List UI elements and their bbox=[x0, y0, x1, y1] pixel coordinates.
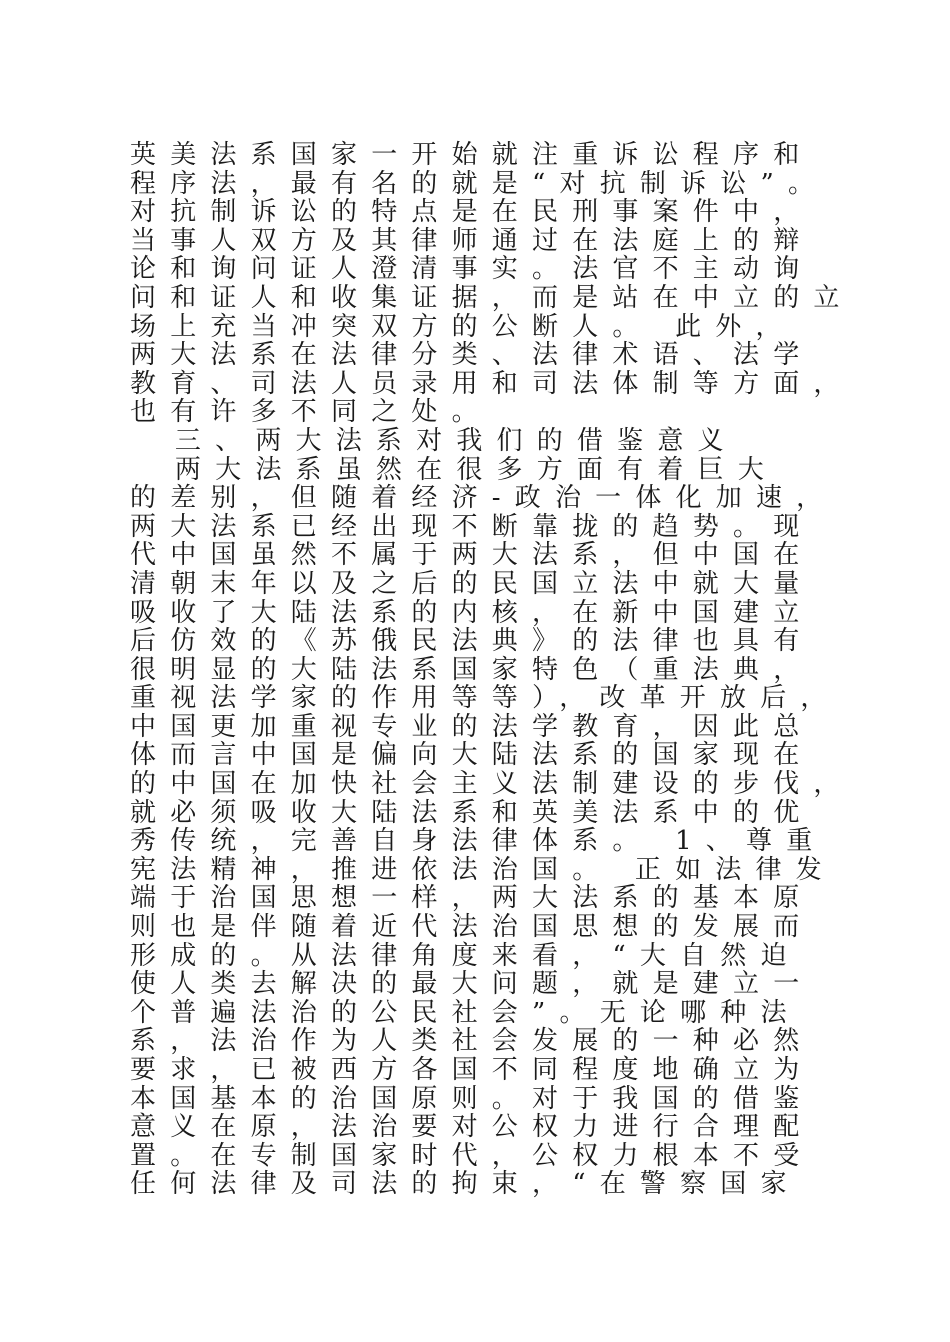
text-line: 清朝末年以及之后的民国立法中就大量 bbox=[130, 568, 814, 599]
text-line: 后仿效的《苏俄民法典》的法律也具有 bbox=[130, 626, 814, 657]
text-line: 宪法精神，推进依法治国。 正如法律发 bbox=[130, 854, 836, 885]
text-line: 中国更加重视专业的法学教育，因此总 bbox=[130, 711, 814, 742]
text-line: 代中国虽然不属于两大法系，但中国在 bbox=[130, 540, 814, 571]
text-line: 个普遍法治的公民社会”。无论哪种法 bbox=[130, 997, 801, 1028]
text-line: 场上充当冲突双方的公断人。 此外， bbox=[130, 311, 796, 342]
text-line: 则也是伴随着近代法治国思想的发展而 bbox=[130, 912, 814, 943]
text-line: 就必须吸收大陆法系和英美法系中的优 bbox=[130, 797, 814, 828]
text-line: 论和询问证人澄清事实。法官不主动询 bbox=[130, 254, 814, 285]
text-line: 问和证人和收集证据，而是站在中立的立 bbox=[130, 282, 854, 313]
text-line: 任何法律及司法的拘束，“在警察国家 bbox=[130, 1169, 801, 1200]
text-line: 两大法系在法律分类、法律术语、法学 bbox=[130, 340, 814, 371]
text-line: 端于治国思想一样，两大法系的基本原 bbox=[130, 883, 814, 914]
text-line: 很明显的大陆法系国家特色（重法典， bbox=[130, 654, 814, 685]
text-line: 体而言中国是偏向大陆法系的国家现在 bbox=[130, 740, 814, 771]
text-line: 本国基本的治国原则。对于我国的借鉴 bbox=[130, 1083, 814, 1114]
text-line: 的差别，但随着经济-政治一体化加速， bbox=[130, 483, 837, 514]
body-text bbox=[130, 140, 854, 1200]
text-line: 置。在专制国家时代，公权力根本不受 bbox=[130, 1140, 814, 1171]
text-line: 两大法系虽然在很多方面有着巨大 bbox=[130, 454, 778, 485]
text-line: 对抗制诉讼的特点是在民刑事案件中， bbox=[130, 197, 814, 228]
text-line: 意义在原，法治要对公权力进行合理配 bbox=[130, 1112, 814, 1143]
text-line: 两大法系已经出现不断靠拢的趋势。现 bbox=[130, 511, 814, 542]
text-line: 系，法治作为人类社会发展的一种必然 bbox=[130, 1026, 814, 1057]
text-line: 英美法系国家一开始就注重诉讼程序和 bbox=[130, 140, 814, 170]
text-line: 使人类去解决的最大问题，就是建立一 bbox=[130, 969, 814, 1000]
text-line: 程序法，最有名的就是“对抗制诉讼”。 bbox=[130, 168, 829, 199]
text-line: 也有许多不同之处。 bbox=[130, 397, 492, 428]
text-line: 要求，已被西方各国不同程度地确立为 bbox=[130, 1055, 814, 1085]
text-line: 重视法学家的作用等等），改革开放后， bbox=[130, 683, 841, 714]
text-line: 形成的。从法律角度来看，“大自然迫 bbox=[130, 940, 801, 971]
text-line: 的中国在加快社会主义法制建设的步伐， bbox=[130, 769, 854, 800]
text-line: 吸收了大陆法系的内核，在新中国建立 bbox=[130, 597, 814, 628]
section-heading: 三、两大法系对我们的借鉴意义 bbox=[130, 425, 738, 456]
text-line: 秀传统，完善自身法律体系。 1、尊重 bbox=[130, 826, 827, 857]
text-line: 教育、司法人员录用和司法体制等方面， bbox=[130, 368, 854, 399]
text-line: 当事人双方及其律师通过在法庭上的辩 bbox=[130, 225, 814, 256]
